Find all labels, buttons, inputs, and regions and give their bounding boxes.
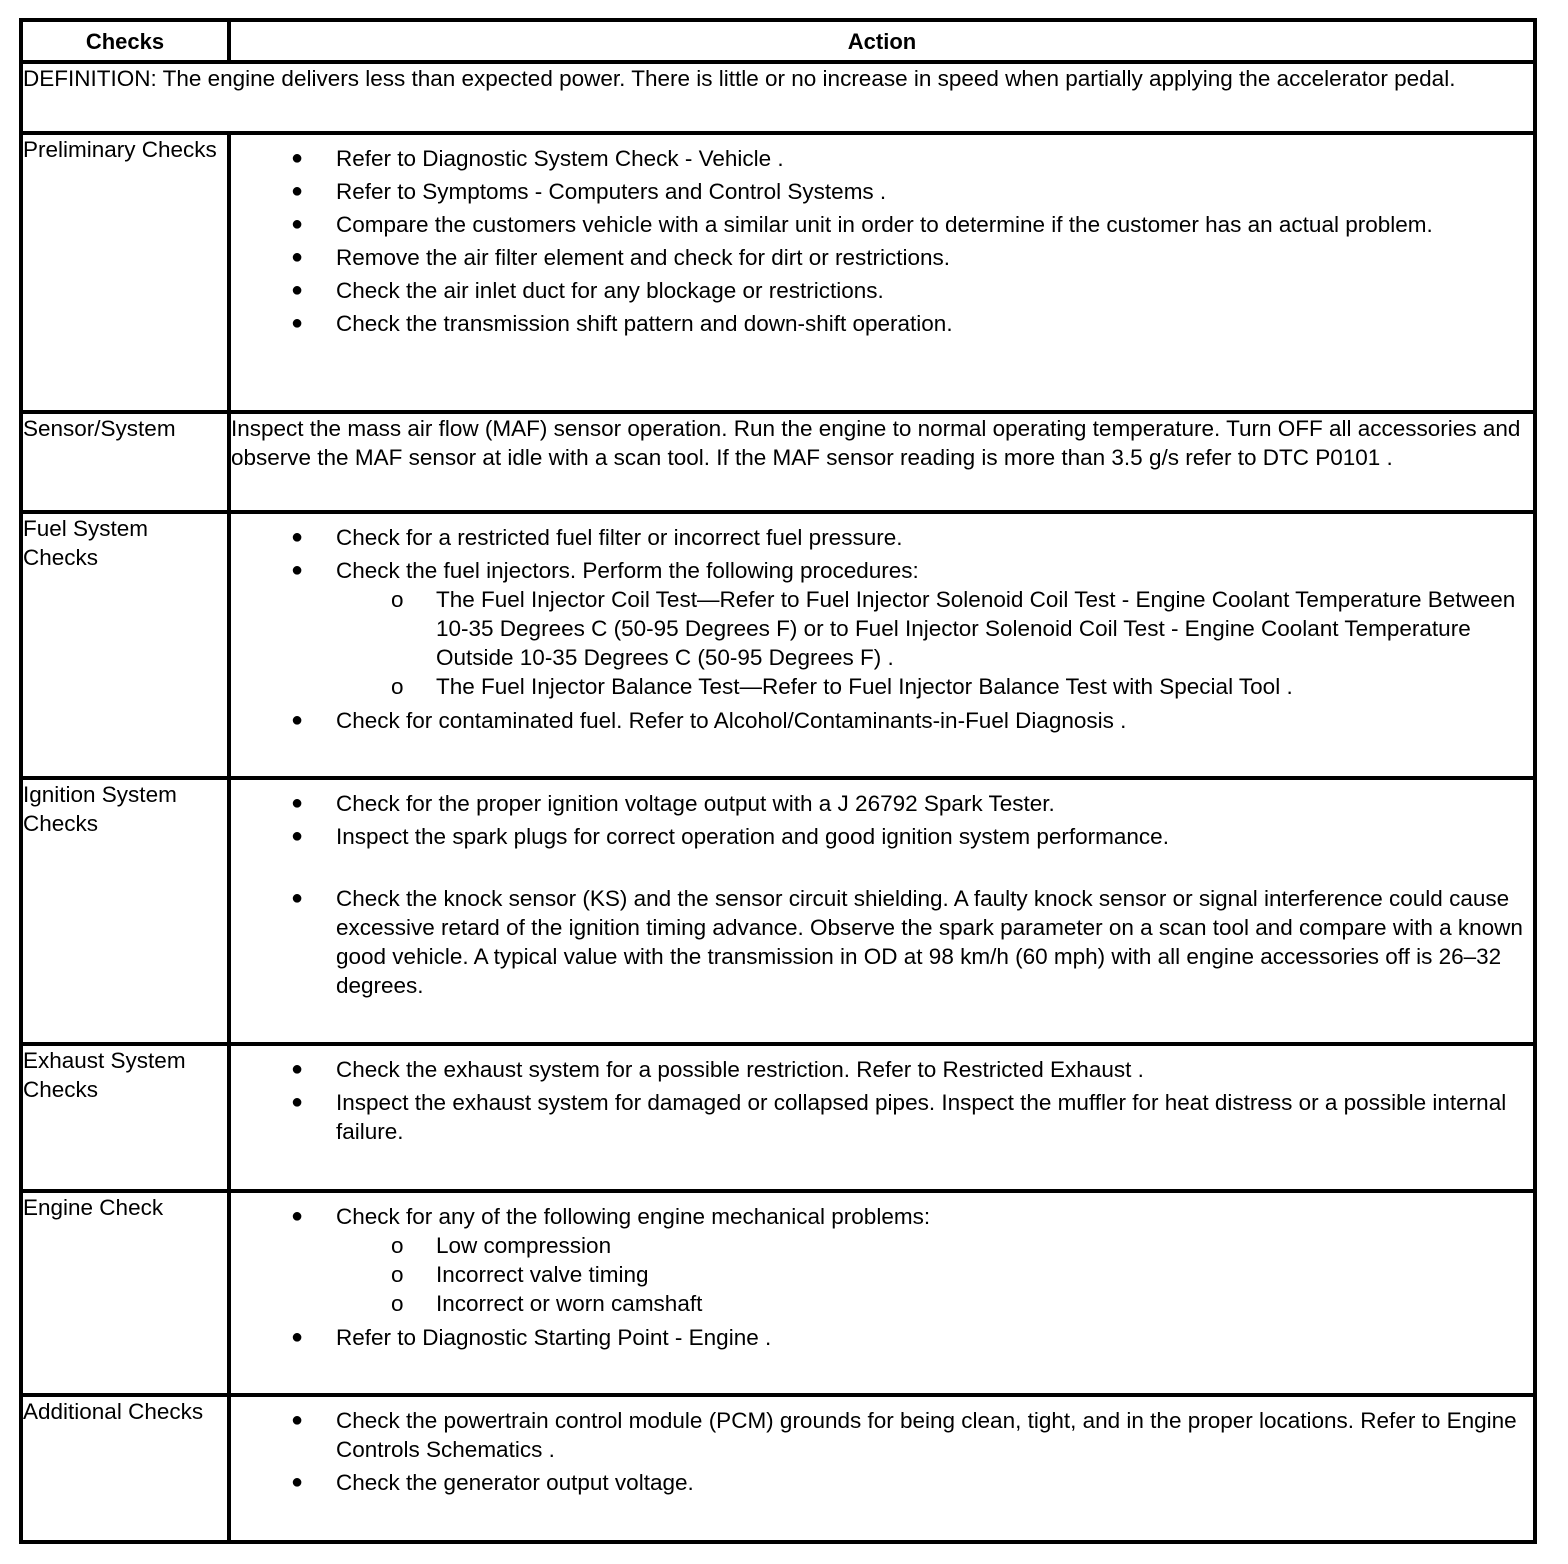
row-action-preliminary xyxy=(229,133,1535,412)
list-item: ● Remove the air filter element and check for dirt or restrictions. xyxy=(291,245,950,270)
header-row xyxy=(21,20,1535,62)
sub-bullet-icon: o xyxy=(391,587,404,612)
header-action: Action xyxy=(229,20,1535,62)
list-item: ● Check the fuel injectors. Perform the following procedures: o The Fuel Injector Coil Test—Refer to Fuel Injector Solenoid Coil Test - Engine Coolant Temperature Between 10-35 Degrees C (50-95 Degrees F) or to Fuel Injector Solenoid Coil Test - Engine Coolant Temperature Outside 10-35 Degrees C (50-95 Degrees F) . o The Fuel Injector Balance Test—Refer to Fuel Injector Balance Test with Special Tool . xyxy=(231,556,1533,702)
bullet-icon: ● xyxy=(291,1471,304,1493)
row-label-engine: Engine Check xyxy=(21,1191,229,1395)
row-label-fuel: Fuel System Checks xyxy=(21,512,229,778)
row-action-fuel xyxy=(229,512,1535,778)
sub-list-item: o Low compression xyxy=(391,1233,612,1258)
bullet-icon: ● xyxy=(291,246,304,268)
sub-list-item: o Incorrect valve timing xyxy=(391,1262,649,1287)
bullet-icon: ● xyxy=(291,147,304,169)
sub-bullet-icon: o xyxy=(391,1233,404,1258)
row-label-exhaust: Exhaust System Checks xyxy=(21,1044,229,1191)
table-row xyxy=(21,512,1535,778)
list-item: ● Refer to Diagnostic System Check - Vehicle . xyxy=(291,146,784,171)
row-label-preliminary: Preliminary Checks xyxy=(21,133,229,412)
row-label-additional: Additional Checks xyxy=(21,1395,229,1542)
bullet-icon: ● xyxy=(291,1326,304,1348)
row-label-sensor: Sensor/System xyxy=(21,412,229,512)
diagnostic-table xyxy=(19,18,1537,1544)
list-item: ● Check for any of the following engine mechanical problems: o Low compression o Incorrect valve timing o Incorrect or worn camshaft xyxy=(231,1202,1533,1319)
list-item: ● Check the air inlet duct for any blockage or restrictions. xyxy=(291,278,884,303)
table-row xyxy=(21,1191,1535,1395)
list-item: ● Check the transmission shift pattern and down-shift operation. xyxy=(291,311,953,336)
bullet-icon: ● xyxy=(291,526,304,548)
table-row xyxy=(21,1044,1535,1191)
sub-list-item: o The Fuel Injector Coil Test—Refer to Fuel Injector Solenoid Coil Test - Engine Coolant Temperature Between 10-35 Degrees C (50-95 Degrees F) or to Fuel Injector Solenoid Coil Test - Engine Coolant Temperature Outside 10-35 Degrees C (50-95 Degrees F) . xyxy=(391,587,1516,670)
bullet-icon: ● xyxy=(291,559,304,581)
bullet-icon: ● xyxy=(291,792,304,814)
bullet-icon: ● xyxy=(291,825,304,847)
row-action-engine xyxy=(229,1191,1535,1395)
row-action-sensor: Inspect the mass air flow (MAF) sensor operation. Run the engine to normal operating temperature. Turn OFF all accessories and observe the MAF sensor at idle with a scan tool. If the MAF sensor reading is more than 3.5 g/s refer to DTC P0101 . xyxy=(229,412,1535,512)
definition-row xyxy=(21,62,1535,133)
table-row xyxy=(21,778,1535,1044)
bullet-icon: ● xyxy=(291,709,304,731)
list-item: ● Check the powertrain control module (PCM) grounds for being clean, tight, and in the proper locations. Refer to Engine Controls Schematics . xyxy=(291,1408,1517,1462)
definition-text: DEFINITION: The engine delivers less than expected power. There is little or no increase in speed when partially applying the accelerator pedal. xyxy=(21,62,1535,133)
list-item: ● Check the generator output voltage. xyxy=(291,1470,694,1495)
bullet-icon: ● xyxy=(291,1091,304,1113)
table-row xyxy=(21,133,1535,412)
list-item: ● Inspect the exhaust system for damaged or collapsed pipes. Inspect the muffler for heat distress or a possible internal failure. xyxy=(291,1090,1507,1144)
sub-bullet-icon: o xyxy=(391,1262,404,1287)
list-item: ● Check for a restricted fuel filter or incorrect fuel pressure. xyxy=(291,525,903,550)
list-item: ● Check for contaminated fuel. Refer to Alcohol/Contaminants-in-Fuel Diagnosis . xyxy=(291,708,1127,733)
bullet-icon: ● xyxy=(291,887,304,909)
sub-bullet-icon: o xyxy=(391,1291,404,1316)
sub-list-item: o Incorrect or worn camshaft xyxy=(391,1291,703,1316)
bullet-icon: ● xyxy=(291,279,304,301)
bullet-icon: ● xyxy=(291,312,304,334)
bullet-icon: ● xyxy=(291,1409,304,1431)
row-action-additional xyxy=(229,1395,1535,1542)
bullet-icon: ● xyxy=(291,180,304,202)
bullet-icon: ● xyxy=(291,213,304,235)
list-item: ● Inspect the spark plugs for correct operation and good ignition system performance. xyxy=(291,824,1169,849)
list-item: ● Check for the proper ignition voltage output with a J 26792 Spark Tester. xyxy=(291,791,1055,816)
sub-list-item: o The Fuel Injector Balance Test—Refer to Fuel Injector Balance Test with Special Tool . xyxy=(391,674,1293,699)
row-action-exhaust xyxy=(229,1044,1535,1191)
list-item: ● Refer to Symptoms - Computers and Control Systems . xyxy=(291,179,887,204)
row-action-ignition xyxy=(229,778,1535,1044)
header-checks: Checks xyxy=(21,20,229,62)
row-label-ignition: Ignition System Checks xyxy=(21,778,229,1044)
diagnostic-document xyxy=(19,18,1533,1544)
table-row xyxy=(21,1395,1535,1542)
list-item: ● Check the exhaust system for a possible restriction. Refer to Restricted Exhaust . xyxy=(291,1057,1144,1082)
bullet-icon: ● xyxy=(291,1058,304,1080)
list-item: ● Check the knock sensor (KS) and the sensor circuit shielding. A faulty knock sensor or signal interference could cause excessive retard of the ignition timing advance. Observe the spark parameter on a scan tool and compare with a known good vehicle. A typical value with the transmission in OD at 98 km/h (60 mph) with all engine accessories off is 26–32 degrees. xyxy=(291,886,1523,998)
list-item: ● Refer to Diagnostic Starting Point - Engine . xyxy=(291,1325,772,1350)
sub-bullet-icon: o xyxy=(391,674,404,699)
list-item: ● Compare the customers vehicle with a similar unit in order to determine if the customer has an actual problem. xyxy=(291,212,1433,237)
bullet-icon: ● xyxy=(291,1205,304,1227)
table-row xyxy=(21,412,1535,512)
